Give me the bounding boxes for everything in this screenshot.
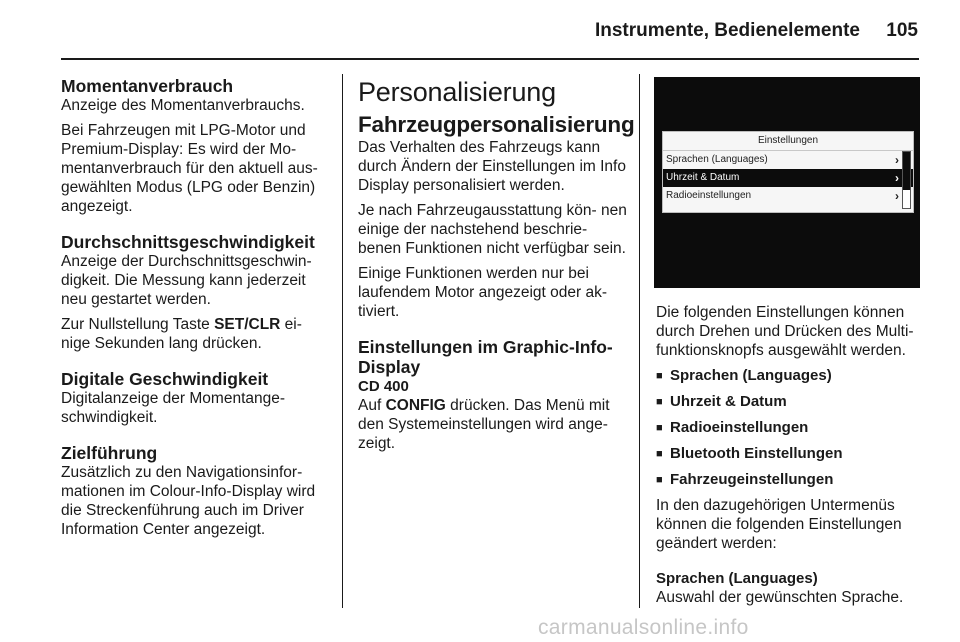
durchschnitt-text-2 (61, 315, 331, 353)
display-settings-panel (662, 131, 914, 213)
list-item-label: Fahrzeugeinstellungen (670, 471, 834, 488)
bullet-icon: ■ (656, 422, 663, 434)
bullet-icon: ■ (656, 448, 663, 460)
watermark: carmanualsonline.info (538, 616, 749, 639)
list-item (656, 392, 926, 412)
header-rule (61, 58, 919, 60)
display-scrollbar (902, 151, 911, 209)
display-row-radio (663, 187, 913, 205)
bullet-icon: ■ (656, 396, 663, 408)
section-title-personalisierung: Personalisierung (358, 77, 556, 107)
middle-text-2: Je nach Fahrzeugausstattung kön- nen einige der nachstehend beschrie- benen Funktionen nicht verfügbar sein. (358, 202, 627, 257)
chevron-right-icon: › (895, 153, 899, 167)
list-item-label: Radioeinstellungen (670, 419, 809, 436)
heading-momentanverbrauch: Momentanverbrauch (61, 76, 234, 96)
model-label: CD 400 (358, 378, 409, 395)
chevron-right-icon: › (895, 171, 899, 185)
list-item-label: Sprachen (Languages) (670, 367, 832, 384)
display-row-label: Radioeinstellungen (666, 190, 752, 201)
heading-einstellungen-graphic-info: Einstellungen im Graphic-Info-Display (358, 337, 613, 377)
list-item (656, 470, 926, 490)
durchschnitt-text-2-a: Zur Nullstellung Taste (61, 316, 215, 333)
right-text-1: Die folgenden Einstellungen können durch Drehen und Drücken des Multi- funktionsknopfs ausgewählt werden. (656, 304, 914, 359)
middle-text-1: Das Verhalten des Fahrzeugs kann durch Ändern der Einstellungen im Info Display personalisiert werden. (358, 139, 626, 194)
momentan-text-1: Anzeige des Momentanverbrauchs. (61, 97, 305, 114)
heading-digitale-geschwindigkeit: Digitale Geschwindigkeit (61, 369, 269, 389)
heading-zielfuehrung: Zielführung (61, 443, 158, 463)
middle-text-4-b: drücken. Das Menü mit den Systemeinstellungen wird ange- zeigt. (358, 397, 610, 452)
page-number: 105 (886, 20, 918, 41)
durchschnitt-text-1: Anzeige der Durchschnittsgeschwin- digkeit. Die Messung kann jederzeit neu gestartet werden. (61, 253, 312, 308)
digital-text-1: Digitalanzeige der Momentange- schwindigkeit. (61, 390, 286, 426)
display-photo (654, 77, 920, 288)
key-set-clr: SET/CLR (214, 316, 281, 333)
settings-list (656, 366, 926, 490)
header-title: Instrumente, Bedienelemente (594, 20, 860, 41)
bullet-icon: ■ (656, 370, 663, 382)
list-item-label: Uhrzeit & Datum (670, 393, 787, 410)
list-item (656, 366, 926, 386)
key-config: CONFIG (385, 397, 446, 414)
heading-sprachen: Sprachen (Languages) (656, 570, 818, 587)
right-text-3: Auswahl der gewünschten Sprache. (656, 589, 904, 606)
momentan-text-2: Bei Fahrzeugen mit LPG-Motor und Premium-Display: Es wird der Mo- mentanverbrauch für den aktuell aus- gewählten Modus (LPG oder Benzin) angezeigt. (61, 122, 318, 215)
middle-text-4 (358, 396, 628, 453)
list-item (656, 444, 926, 464)
ziel-text-1: Zusätzlich zu den Navigationsinfor- mationen im Colour-Info-Display wird die Streckenführung auch im Driver Information Center angezeigt. (61, 464, 316, 538)
column-divider-1 (342, 74, 343, 608)
middle-text-4-a: Auf (358, 397, 386, 414)
heading-durchschnitt: Durchschnittsgeschwindigkeit (61, 232, 315, 252)
list-item (656, 418, 926, 438)
display-row-label: Sprachen (Languages) (666, 154, 768, 165)
display-row-languages (663, 151, 913, 169)
right-text-2: In den dazugehörigen Untermenüs können die folgenden Einstellungen geändert werden: (656, 497, 902, 552)
display-row-label: Uhrzeit & Datum (666, 172, 740, 183)
column-divider-2 (639, 74, 640, 608)
section-subtitle-fahrzeugpersonalisierung: Fahrzeugpersonalisierung (358, 112, 635, 137)
left-column (61, 76, 331, 545)
middle-column (358, 76, 635, 459)
chevron-right-icon: › (895, 189, 899, 203)
right-column (656, 303, 926, 613)
durchschnitt-text-2-b: ei- nige Sekunden lang drücken. (61, 316, 302, 352)
list-item-label: Bluetooth Einstellungen (670, 445, 843, 462)
display-title: Einstellungen (663, 132, 913, 151)
bullet-icon: ■ (656, 474, 663, 486)
display-scrollbar-thumb (903, 152, 910, 190)
display-row-time-date (663, 169, 913, 187)
middle-text-3: Einige Funktionen werden nur bei laufendem Motor angezeigt oder ak- tiviert. (358, 265, 608, 320)
